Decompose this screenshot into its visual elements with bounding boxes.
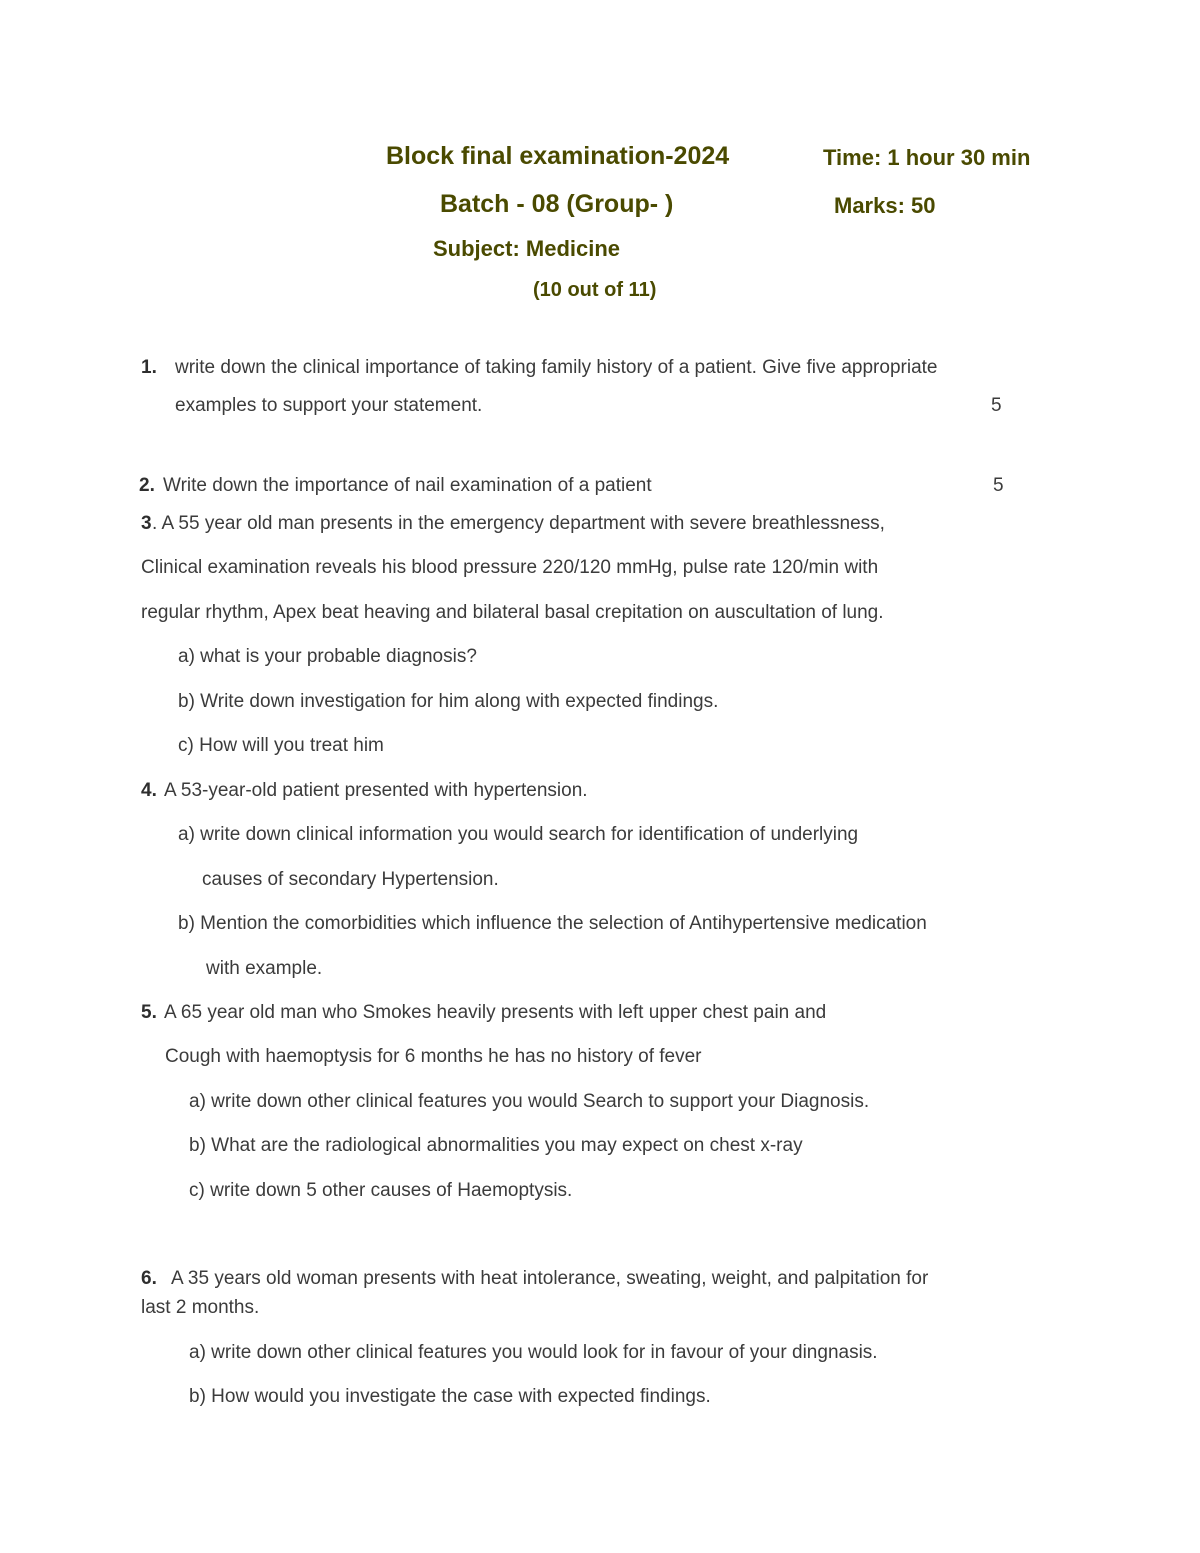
question-4-line-1: A 53-year-old patient presented with hypertension. xyxy=(164,780,588,801)
question-2-text: Write down the importance of nail examination of a patient xyxy=(163,475,652,496)
question-4-part-a-line-2: causes of secondary Hypertension. xyxy=(202,869,499,890)
instruction: (10 out of 11) xyxy=(533,279,657,301)
question-5-number: 5. xyxy=(141,1002,157,1023)
question-5-part-c: c) write down 5 other causes of Haemoptysis. xyxy=(189,1180,573,1201)
question-5-line-2: Cough with haemoptysis for 6 months he has no history of fever xyxy=(165,1046,702,1067)
question-3-line-1: . A 55 year old man presents in the emergency department with severe breathlessness, xyxy=(152,513,885,534)
question-1-marks: 5 xyxy=(991,395,1002,416)
question-4-number: 4. xyxy=(141,780,157,801)
question-3-line-2: Clinical examination reveals his blood pressure 220/120 mmHg, pulse rate 120/min with xyxy=(141,557,879,578)
exam-time: Time: 1 hour 30 min xyxy=(823,145,1031,170)
batch-label: Batch - 08 (Group- ) xyxy=(440,190,674,218)
question-6-number: 6. xyxy=(141,1268,157,1289)
question-3-line-3: regular rhythm, Apex beat heaving and bilateral basal crepitation on auscultation of lung. xyxy=(141,602,884,623)
question-3-part-c: c) How will you treat him xyxy=(178,735,384,756)
question-6-line-1: A 35 years old woman presents with heat intolerance, sweating, weight, and palpitation for xyxy=(171,1268,929,1289)
question-4-part-b-line-1: b) Mention the comorbidities which influence the selection of Antihypertensive medication xyxy=(178,913,927,934)
question-1-line-1: write down the clinical importance of taking family history of a patient. Give five appropriate xyxy=(175,357,938,378)
question-3-part-b: b) Write down investigation for him along with expected findings. xyxy=(178,691,719,712)
question-5-line-1: A 65 year old man who Smokes heavily presents with left upper chest pain and xyxy=(164,1002,827,1023)
question-1-number: 1. xyxy=(141,357,157,378)
question-5-part-b: b) What are the radiological abnormalities you may expect on chest x-ray xyxy=(189,1135,803,1156)
question-1-line-2: examples to support your statement. xyxy=(175,395,483,416)
question-4-part-a-line-1: a) write down clinical information you would search for identification of underlying xyxy=(178,824,859,845)
question-2-marks: 5 xyxy=(993,475,1004,496)
exam-marks: Marks: 50 xyxy=(834,193,936,218)
question-2-number: 2. xyxy=(139,475,155,496)
subject-label: Subject: Medicine xyxy=(433,236,621,261)
exam-title: Block final examination-2024 xyxy=(386,142,730,170)
question-6-part-b: b) How would you investigate the case with expected findings. xyxy=(189,1386,711,1407)
question-3-part-a: a) what is your probable diagnosis? xyxy=(178,646,477,667)
question-6-part-a: a) write down other clinical features you would look for in favour of your dingnasis. xyxy=(189,1342,878,1363)
question-5-part-a: a) write down other clinical features you would Search to support your Diagnosis. xyxy=(189,1091,870,1112)
question-6-line-2: last 2 months. xyxy=(141,1297,260,1318)
question-4-part-b-line-2: with example. xyxy=(206,958,323,979)
question-3-number: 3 xyxy=(141,513,152,534)
